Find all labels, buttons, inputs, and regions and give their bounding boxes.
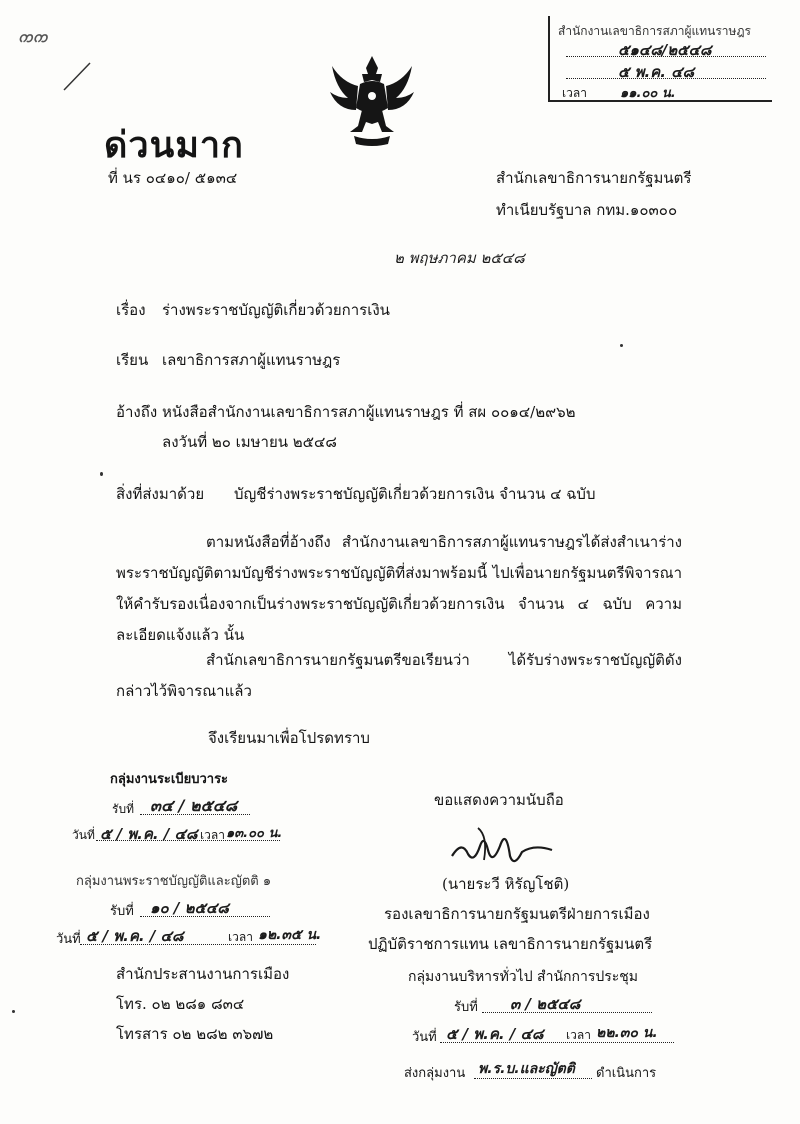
stamp-bill-group-no: ๑๐ / ๒๕๔๘ (150, 899, 229, 917)
stamp-admin-title: กลุ่มงานบริหารทั่วไป สำนักการประชุม (408, 969, 639, 985)
receipt-stamp-time-label: เวลา (562, 86, 587, 100)
to-label: เรียน (116, 351, 149, 369)
stamp-admin-no: ๓ / ๒๕๔๘ (510, 995, 581, 1013)
body-paragraph-2 (116, 645, 682, 707)
document-number: ที่ นร ๐๔๑๐/ ๕๑๓๔ (108, 169, 238, 187)
stamp-agenda-no: ๓๔ / ๒๕๔๘ (150, 796, 238, 815)
reference-line-2: ลงวันที่ ๒๐ เมษายน ๒๕๔๘ (162, 433, 337, 451)
stamp-admin-send: พ.ร.บ.และญัตติ (478, 1061, 575, 1077)
stamp-admin-date: ๕ / พ.ค. / ๔๘ (446, 1025, 544, 1043)
stamp-agenda-date-label: วันที่ (72, 828, 95, 842)
stamp-bill-group-date: ๕ / พ.ค. / ๔๘ (86, 927, 184, 945)
handwritten-slash-mark (60, 60, 94, 94)
stamp-agenda-title: กลุ่มงานระเบียบวาระ (110, 772, 229, 787)
contact-fax: โทรสาร ๐๒ ๒๘๒ ๓๖๗๒ (116, 1025, 274, 1043)
stamp-agenda-time: ๑๓.๐๐ น. (226, 826, 283, 841)
stamp-bill-group-title: กลุ่มงานพระราชบัญญัติและญัตติ ๑ (76, 874, 272, 889)
body-paragraph-1 (116, 527, 682, 651)
receipt-stamp-time: ๑๑.๐๐ น. (620, 86, 676, 101)
stamp-admin-date-label: วันที่ (412, 1030, 437, 1045)
signer-name: (นายระวี หิรัญโชติ) (442, 875, 570, 893)
stamp-agenda-date: ๕ / พ.ค. / ๔๘ (100, 825, 198, 843)
body-paragraph-2-text: สำนักเลขาธิการนายกรัฐมนตรีขอเรียนว่า ได้รับร่างพระราชบัญญัติดังกล่าวไว้พิจารณาแล้ว (116, 651, 682, 700)
stamp-bill-group-time-label: เวลา (228, 930, 253, 944)
receipt-stamp-number: ๕๑๔๘/๒๕๔๘ (618, 41, 712, 59)
signer-position-2: ปฏิบัติราชการแทน เลขาธิการนายกรัฐมนตรี (368, 935, 653, 953)
stamp-admin-no-label: รับที่ (454, 1000, 478, 1015)
stamp-admin-time: ๒๒.๓๐ น. (596, 1025, 658, 1041)
scan-dot (12, 1010, 15, 1013)
scan-dot (100, 472, 103, 476)
stamp-admin-send-label: ส่งกลุ่มงาน (404, 1066, 466, 1081)
body-paragraph-1-text: ตามหนังสือที่อ้างถึง สำนักงานเลขาธิการสภาผู้แทนราษฎรได้ส่งสำเนาร่างพระราชบัญญัติตามบัญชีร่างพระราชบัญญัติที่ส่งมาพร้อมนี้ ไปเพื่อนายกรัฐมนตรีพิจารณาให้คำรับรองเนื่องจากเป็นร่างพระราชบัญญัติเกี่ยวด้วยการเงิน จำนวน ๔ ฉบับ ความละเอียดแจ้งแล้ว นั้น (116, 533, 682, 644)
stamp-bill-group-date-label: วันที่ (56, 932, 81, 947)
urgent-label: ด่วนมาก (104, 124, 244, 166)
stamp-agenda-no-label: รับที่ (112, 802, 134, 816)
closing-request: จึงเรียนมาเพื่อโปรดทราบ (208, 729, 370, 747)
stamp-bill-group-no-label: รับที่ (110, 904, 134, 919)
contact-unit: สำนักประสานงานการเมือง (116, 965, 290, 983)
office-address: ทำเนียบรัฐบาล กทม.๑๐๓๐๐ (496, 201, 678, 219)
corner-scribble: ᨠᨠ (18, 30, 48, 46)
handwritten-signature (448, 816, 558, 872)
stamp-agenda-time-label: เวลา (200, 828, 225, 842)
stamp-admin-action-label: ดำเนินการ (596, 1066, 657, 1081)
office-name: สำนักเลขาธิการนายกรัฐมนตรี (496, 169, 692, 187)
scan-dot (620, 344, 623, 347)
stamp-bill-group-time: ๑๒.๓๕ น. (258, 927, 322, 943)
receipt-stamp-date: ๕ พ.ค. ๔๘ (618, 63, 695, 81)
enclosure-label: สิ่งที่ส่งมาด้วย (116, 485, 205, 503)
signer-position-1: รองเลขาธิการนายกรัฐมนตรีฝ่ายการเมือง (384, 905, 650, 923)
reference-line-1: หนังสือสำนักงานเลขาธิการสภาผู้แทนราษฎร ที่ สผ ๐๐๑๔/๒๙๖๒ (162, 403, 576, 421)
garuda-emblem (322, 52, 422, 148)
subject-text: ร่างพระราชบัญญัติเกี่ยวด้วยการเงิน (162, 301, 390, 319)
document-date: ๒ พฤษภาคม ๒๕๔๘ (394, 249, 525, 267)
stamp-admin-time-label: เวลา (566, 1028, 591, 1042)
enclosure-text: บัญชีร่างพระราชบัญญัติเกี่ยวด้วยการเงิน จำนวน ๔ ฉบับ (234, 485, 596, 503)
contact-phone: โทร. ๐๒ ๒๘๑ ๘๓๔ (116, 995, 245, 1013)
to-text: เลขาธิการสภาผู้แทนราษฎร (162, 351, 341, 369)
subject-label: เรื่อง (116, 301, 146, 319)
reference-label: อ้างถึง (116, 403, 158, 421)
signature-closing: ขอแสดงความนับถือ (434, 791, 564, 809)
receipt-stamp-title: สำนักงานเลขาธิการสภาผู้แทนราษฎร (558, 24, 751, 38)
